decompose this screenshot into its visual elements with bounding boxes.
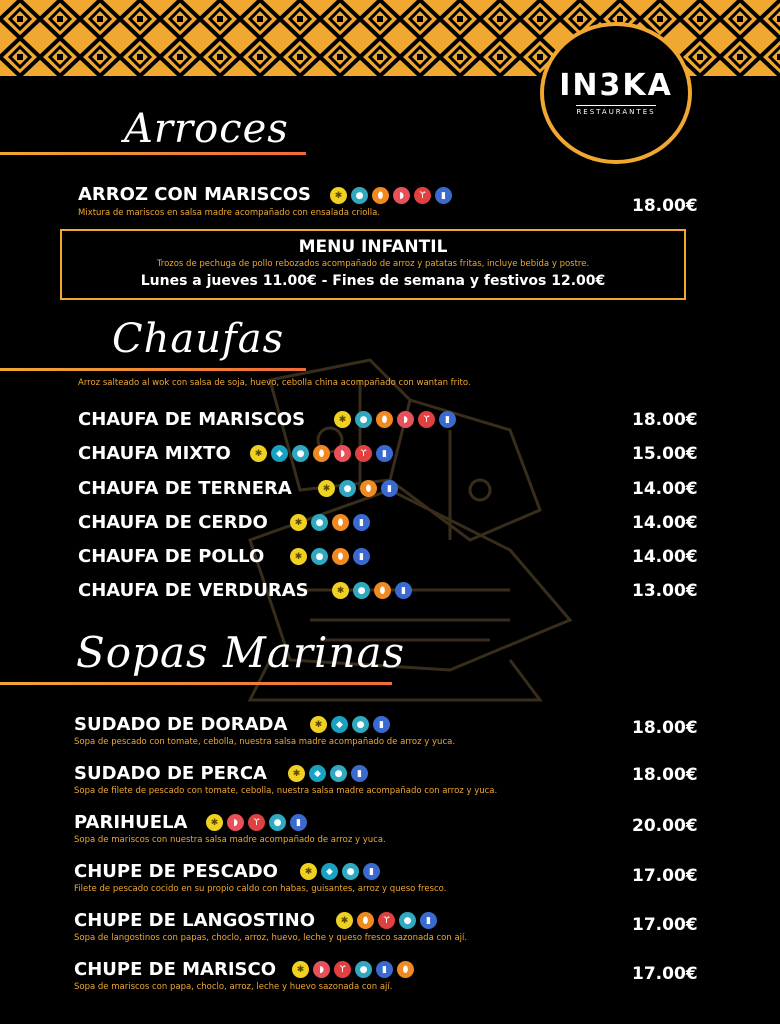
fish-icon: ◆ [331,716,348,733]
soy-icon: ● [342,863,359,880]
dish-name: CHAUFA MIXTO [78,443,231,464]
milk-icon: ▮ [435,187,452,204]
dish-price: 13.00€ [632,581,698,601]
soy-icon: ● [399,912,416,929]
allergen-icons [310,716,390,733]
dish-price: 17.00€ [632,915,698,935]
milk-icon: ▮ [373,716,390,733]
dish-description: Sopa de mariscos con nuestra salsa madre acompañado de arroz y yuca. [74,835,386,845]
milk-icon: ▮ [420,912,437,929]
dish-price: 18.00€ [632,410,698,430]
fish-icon: ◆ [271,445,288,462]
dish-price: 14.00€ [632,479,698,499]
allergen-icons [290,514,370,531]
dish-name: SUDADO DE DORADA [74,714,288,735]
milk-icon: ▮ [363,863,380,880]
dish-name: CHAUFA DE CERDO [78,512,268,533]
wheat-icon: ✱ [300,863,317,880]
allergen-icons [290,548,370,565]
egg-icon: ⬮ [332,548,349,565]
shrimp-icon: ϒ [248,814,265,831]
section-underline-sopas [0,682,392,685]
dish-price: 18.00€ [632,765,698,785]
allergen-icons [332,582,412,599]
fish-icon: ◆ [309,765,326,782]
dish-name: CHUPE DE PESCADO [74,861,278,882]
shrimp-icon: ϒ [334,961,351,978]
soy-icon: ● [352,716,369,733]
soy-icon: ● [353,582,370,599]
shrimp-icon: ϒ [355,445,372,462]
shell-icon: ◗ [227,814,244,831]
soy-icon: ● [330,765,347,782]
allergen-icons [288,765,368,782]
soy-icon: ● [311,514,328,531]
shrimp-icon: ϒ [414,187,431,204]
milk-icon: ▮ [395,582,412,599]
wheat-icon: ✱ [290,548,307,565]
allergen-icons [292,961,414,978]
section-title-chaufas: Chaufas [112,316,285,362]
wheat-icon: ✱ [206,814,223,831]
chaufas-intro: Arroz salteado al wok con salsa de soja, huevo, cebolla china acompañado con wantan frito. [78,378,471,388]
dish-name: SUDADO DE PERCA [74,763,267,784]
dish-name: PARIHUELA [74,812,188,833]
egg-icon: ⬮ [360,480,377,497]
wheat-icon: ✱ [318,480,335,497]
shell-icon: ◗ [313,961,330,978]
egg-icon: ⬮ [397,961,414,978]
allergen-icons [318,480,398,497]
wheat-icon: ✱ [288,765,305,782]
dish-price: 20.00€ [632,816,698,836]
dish-name: CHAUFA DE MARISCOS [78,409,306,430]
egg-icon: ⬮ [372,187,389,204]
section-title-sopas: Sopas Marinas [76,628,406,677]
soy-icon: ● [355,961,372,978]
milk-icon: ▮ [381,480,398,497]
milk-icon: ▮ [353,514,370,531]
dish-name: CHUPE DE LANGOSTINO [74,910,315,931]
dish-price: 14.00€ [632,513,698,533]
dish-name: ARROZ CON MARISCOS [78,184,311,205]
soy-icon: ● [269,814,286,831]
shrimp-icon: ϒ [418,411,435,428]
dish-name: CHAUFA DE VERDURAS [78,580,309,601]
wheat-icon: ✱ [334,411,351,428]
shell-icon: ◗ [334,445,351,462]
menu-infantil-prices: Lunes a jueves 11.00€ - Fines de semana y festivos 12.00€ [140,273,606,289]
milk-icon: ▮ [376,961,393,978]
allergen-icons [250,445,393,462]
menu-infantil-box [60,229,686,300]
wheat-icon: ✱ [290,514,307,531]
dish-description: Sopa de filete de pescado con tomate, cebolla, nuestra salsa madre acompañado con arroz y yuca. [74,786,498,796]
dish-price: 17.00€ [632,866,698,886]
milk-icon: ▮ [439,411,456,428]
soy-icon: ● [339,480,356,497]
section-underline-chaufas [0,368,306,371]
dish-description: Filete de pescado cocido en su propio caldo con habas, guisantes, arroz y queso fresco. [74,884,447,894]
dish-price: 17.00€ [632,964,698,984]
dish-description: Sopa de pescado con tomate, cebolla, nuestra salsa madre acompañado de arroz y yuca. [74,737,456,747]
wheat-icon: ✱ [332,582,349,599]
dish-name: CHUPE DE MARISCO [74,959,277,980]
section-underline-arroces [0,152,306,155]
dish-price: 18.00€ [632,196,698,216]
dish-price: 14.00€ [632,547,698,567]
soy-icon: ● [351,187,368,204]
wheat-icon: ✱ [250,445,267,462]
wheat-icon: ✱ [292,961,309,978]
dish-description: Sopa de langostinos con papas, choclo, arroz, huevo, leche y queso fresco sazonada con ají. [74,933,468,943]
wheat-icon: ✱ [330,187,347,204]
milk-icon: ▮ [351,765,368,782]
logo-tagline: RESTAURANTES [576,105,655,116]
dish-price: 15.00€ [632,444,698,464]
milk-icon: ▮ [353,548,370,565]
egg-icon: ⬮ [374,582,391,599]
fish-icon: ◆ [321,863,338,880]
soy-icon: ● [311,548,328,565]
logo-wordmark: IN3KA [559,67,673,103]
egg-icon: ⬮ [313,445,330,462]
soy-icon: ● [355,411,372,428]
dish-description: Mixtura de mariscos en salsa madre acompañado con ensalada criolla. [78,208,381,218]
brand-logo [540,22,692,164]
soy-icon: ● [292,445,309,462]
milk-icon: ▮ [376,445,393,462]
allergen-icons [206,814,307,831]
section-title-arroces: Arroces [124,106,289,152]
shell-icon: ◗ [393,187,410,204]
egg-icon: ⬮ [376,411,393,428]
milk-icon: ▮ [290,814,307,831]
dish-name: CHAUFA DE TERNERA [78,478,292,499]
dish-price: 18.00€ [632,718,698,738]
dish-name: CHAUFA DE POLLO [78,546,265,567]
allergen-icons [334,411,456,428]
shell-icon: ◗ [397,411,414,428]
egg-icon: ⬮ [332,514,349,531]
menu-infantil-description: Trozos de pechuga de pollo rebozados acompañado de arroz y patatas fritas, incluye bebida y postre. [156,259,590,269]
dish-description: Sopa de mariscos con papa, choclo, arroz, leche y huevo sazonada con ají. [74,982,393,992]
shrimp-icon: ϒ [378,912,395,929]
wheat-icon: ✱ [336,912,353,929]
menu-infantil-title: MENU INFANTIL [298,237,448,257]
allergen-icons [300,863,380,880]
allergen-icons [336,912,437,929]
allergen-icons [330,187,452,204]
wheat-icon: ✱ [310,716,327,733]
egg-icon: ⬮ [357,912,374,929]
